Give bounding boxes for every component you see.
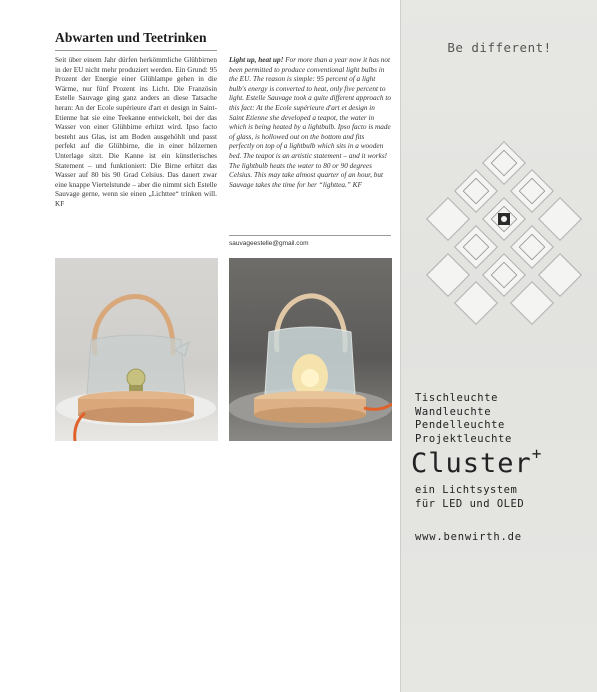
cluster-lamp-image — [419, 140, 589, 330]
lamp-type-item: Pendelleuchte — [415, 419, 505, 431]
lamp-type-list — [415, 392, 512, 446]
title-divider — [55, 50, 217, 51]
teapot-lit-illustration — [229, 258, 392, 441]
lamp-type-item: Tischleuchte — [415, 392, 499, 404]
product-suffix: + — [531, 444, 543, 463]
photo-teapot-unlit — [55, 258, 218, 441]
email-divider — [229, 235, 391, 236]
english-lead: Light up, heat up! — [229, 56, 284, 64]
german-body-text: Seit über einem Jahr dürfen herkömmliche Glühbirnen in der EU nicht mehr produziert werden. Ein Grund: 95 Prozent der Energie einer Glühlampe gehen in die Wärme, nur fünf Prozent ins Licht. Die Französin Estelle Sauvage ging ganz anders an diese Tatsache heran: An der Ecole supérieure d'art et design in Saint-Etienne hat sie eine Teekanne entwickelt, bei der das Wasser von einer Glühbirne erhitzt wird. Ipso facto besteht aus Glas, ist am Boden ausgehöhlt und passt perfekt auf die Glühbirne, die in einer hölzernen Unterlage sitzt. Die Kanne ist ein künstlerisches Statement – und funktioniert: Die Birne erhitzt das Wasser auf 80 bis 90 Grad Celsius. Das dauert zwar eine knappe Viertelstunde – aber die nimmt sich Estelle Sauvage gerne, wenn sie einen „Lichttee“ trinken will. KF — [55, 56, 217, 208]
contact-email[interactable]: sauvageestelle@gmail.com — [229, 240, 309, 247]
article-title: Abwarten und Teetrinken — [55, 30, 207, 45]
website-link[interactable]: www.benwirth.de — [415, 531, 522, 543]
ad-slogan: Be different! — [447, 40, 552, 55]
product-name — [411, 444, 543, 479]
photo-teapot-lit — [229, 258, 392, 441]
product-subtitle — [415, 484, 524, 511]
english-body-text — [229, 56, 391, 190]
lamp-type-item: Projektleuchte — [415, 432, 512, 445]
product-name-text: Cluster — [411, 448, 532, 479]
subtitle-line: ein Lichtsystem — [415, 484, 518, 496]
subtitle-line: für LED und OLED — [415, 497, 525, 510]
english-body: For more than a year now it has not been permitted to produce conventional light bulbs in the EU. The reason is simple: 95 percent of a light bulb's energy is converted to heat, only five percent to light. Estelle Sauvage took a quite different approach to this fact: At the Ecole supérieure d'art et design in Saint Etienne she developed a teapot, the water in which is being heated by a lightbulb. Ipso facto is made of glass, is hollowed out on the bottom and fits perfectly on top of a lightbulb which sits in a wooden bed. The teapot is an artistic statement – and it works! The lightbulb heats the water to 80 or 90 degrees Celsius. This may take almost quarter of an hour, but Sauvage takes the time for her “lighttea.” KF — [229, 56, 391, 189]
lamp-type-item: Wandleuchte — [415, 405, 492, 418]
teapot-unlit-illustration — [55, 258, 218, 441]
advertisement-panel — [400, 0, 597, 692]
